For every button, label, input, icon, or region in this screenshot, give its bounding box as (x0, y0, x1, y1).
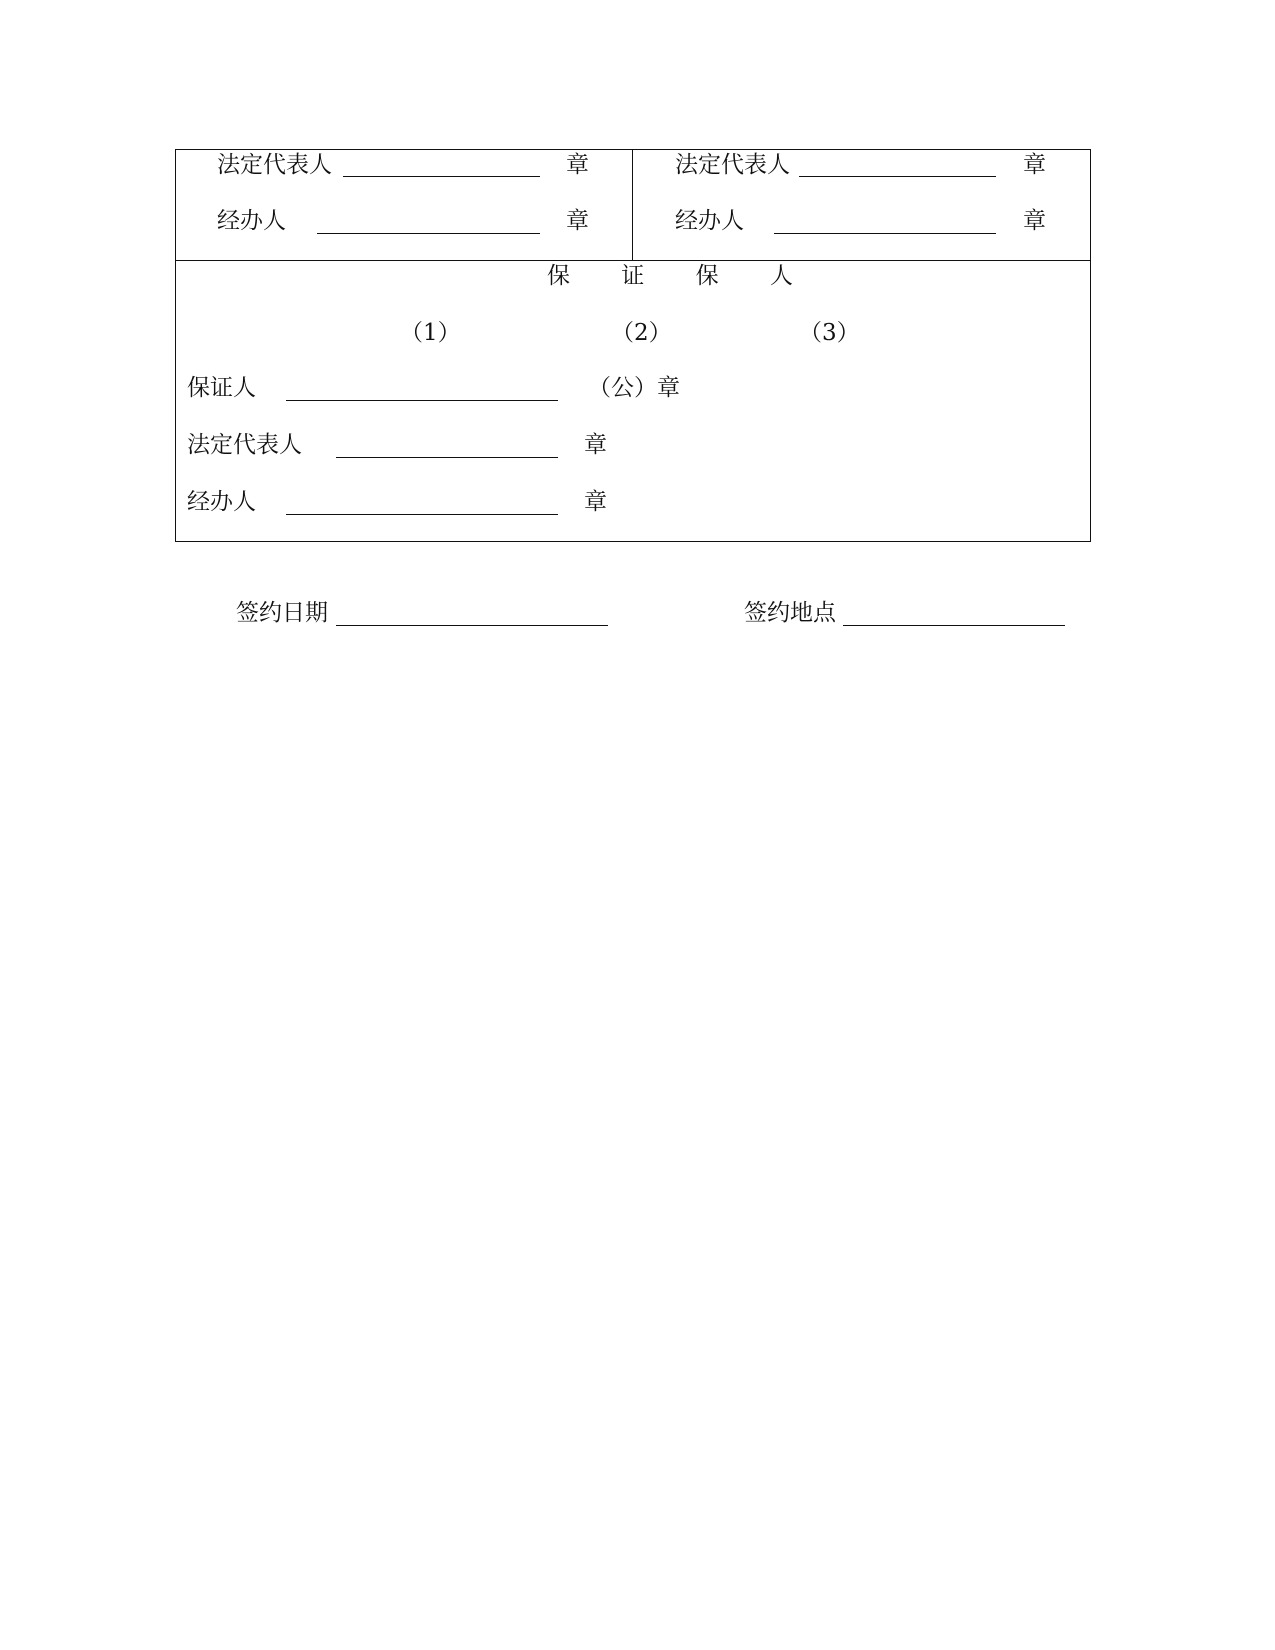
guarantor-legal-rep-field[interactable] (336, 457, 558, 458)
table-border-left (175, 149, 176, 542)
right-handler-field[interactable] (774, 233, 996, 234)
sign-date-label: 签约日期 (236, 600, 328, 626)
left-legal-rep-label: 法定代表人 (217, 152, 332, 178)
table-border-right (1090, 149, 1091, 542)
right-legal-rep-seal: 章 (1023, 152, 1046, 178)
right-legal-rep-label: 法定代表人 (675, 152, 790, 178)
left-handler-seal: 章 (566, 208, 589, 234)
left-legal-rep-field[interactable] (343, 176, 540, 177)
sign-place-label: 签约地点 (744, 600, 836, 626)
guarantor-handler-label: 经办人 (187, 489, 256, 515)
table-border-bottom (175, 541, 1091, 542)
table-divider-horizontal (175, 260, 1091, 261)
table-border-top (175, 149, 1091, 150)
guarantor-legal-rep-label: 法定代表人 (187, 432, 302, 458)
guarantor-handler-field[interactable] (286, 514, 558, 515)
guarantor-number-3: （3） (799, 320, 860, 346)
left-handler-field[interactable] (317, 233, 540, 234)
guarantor-handler-seal: 章 (584, 489, 607, 515)
guarantor-legal-rep-seal: 章 (584, 432, 607, 458)
right-legal-rep-field[interactable] (799, 176, 996, 177)
guarantor-field[interactable] (286, 400, 558, 401)
right-handler-seal: 章 (1023, 208, 1046, 234)
guarantor-number-1: （1） (400, 320, 461, 346)
guarantor-section-title: 保 证 保 人 (547, 263, 815, 289)
sign-date-field[interactable] (336, 625, 608, 626)
guarantor-seal: （公）章 (588, 375, 680, 401)
left-handler-label: 经办人 (217, 208, 286, 234)
table-divider-vertical (632, 149, 633, 261)
sign-place-field[interactable] (843, 625, 1065, 626)
left-legal-rep-seal: 章 (566, 152, 589, 178)
guarantor-label: 保证人 (187, 375, 256, 401)
guarantor-number-2: （2） (611, 320, 672, 346)
right-handler-label: 经办人 (675, 208, 744, 234)
